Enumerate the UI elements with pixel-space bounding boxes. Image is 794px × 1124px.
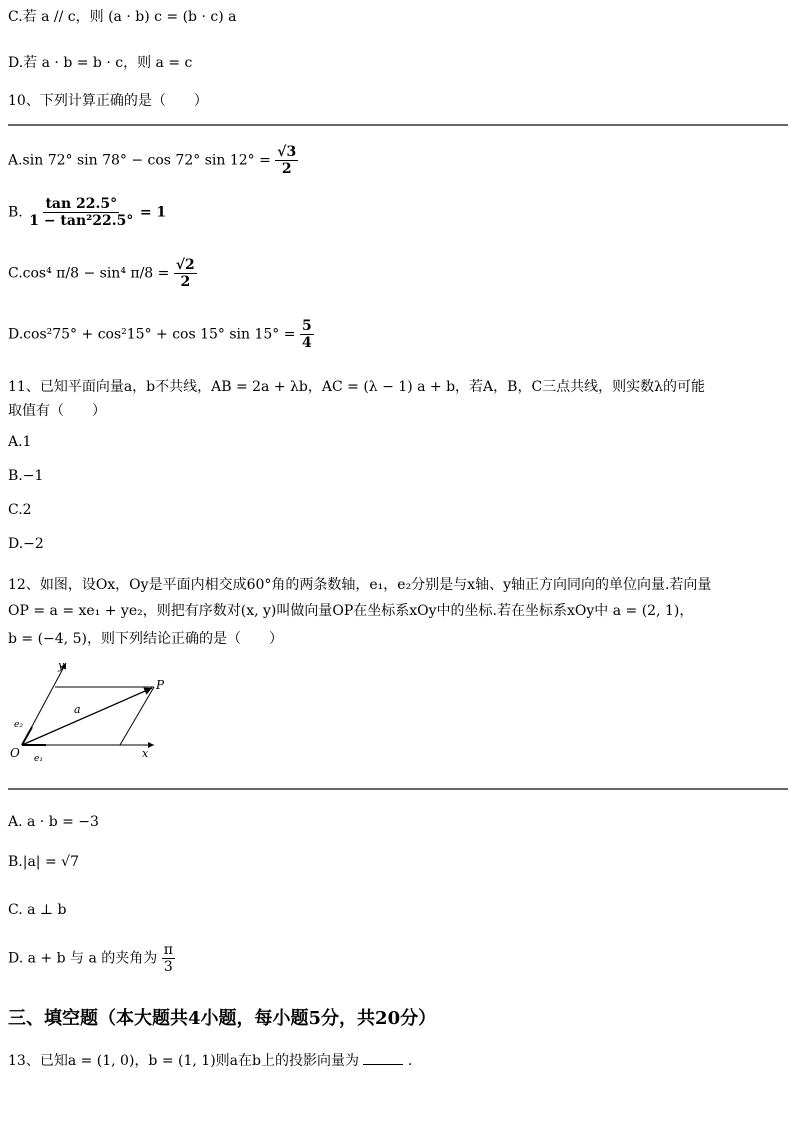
answer-blank[interactable] [363,1064,403,1065]
q10-option-d [8,318,314,351]
q12-figure [8,655,168,765]
vector-op [22,688,152,745]
label-x: x [142,747,149,760]
q9-option-c: C.若 a // c，则 (a · b) c = (b · c) a [8,9,237,25]
label-y: y [58,659,65,672]
q12-option-c: C. a ⊥ b [8,902,67,918]
q12-option-d [8,942,175,975]
frac-den: 2 [180,274,191,290]
q12-stem-line3: b = (−4, 5)，则下列结论正确的是（ ） [8,631,283,647]
q13-stem-text: 13、已知a = (1, 0)，b = (1, 1)则a在b上的投影向量为 [8,1053,359,1069]
q12-option-b: B.|a| = √7 [8,854,79,870]
q12-option-a: A. a · b = −3 [8,814,99,830]
divider [8,788,788,790]
q13-end: . [407,1053,413,1069]
section-heading: 三、填空题（本大题共4小题，每小题5分，共20分） [8,1008,437,1029]
q12-option-d-text: D. a + b 与 a 的夹角为 [8,950,158,967]
label-a: a [74,703,81,716]
frac-den: 1 − tan²22.5° [29,213,134,229]
q10-stem: 10、下列计算正确的是（ ） [8,93,208,109]
frac-num: √3 [277,144,297,160]
label-e2: e₂ [14,720,23,730]
q10-option-a [8,144,298,177]
q10-option-b-prefix: B. [8,204,23,221]
label-p: P [156,678,165,692]
q10-option-b-suffix: = 1 [139,204,167,221]
q10-option-c-frac [174,257,197,290]
frac-den: 4 [301,335,312,351]
para-right [120,687,154,745]
q10-option-a-text: A.sin 72° sin 78° − cos 72° sin 12° = [8,152,276,169]
q10-option-b [8,196,166,229]
q10-option-c-text: C.cos⁴ π/8 − sin⁴ π/8 = [8,265,174,282]
q10-option-d-text: D.cos²75° + cos²15° + cos 15° sin 15° = [8,326,300,343]
q10-option-c [8,257,197,290]
q13-stem [8,1050,412,1070]
q12-stem-line1: 12、如图，设Ox，Oy是平面内相交成60°角的两条数轴，e₁，e₂分别是与x轴、y轴正方向同向的单位向量.若向量 [8,577,712,593]
q10-option-b-frac [27,196,135,229]
frac-den: 3 [163,959,173,975]
frac-num: 5 [301,318,312,334]
q10-option-d-frac [300,318,314,351]
divider [8,124,788,126]
q11-option-a: A.1 [8,434,32,450]
q12-option-d-frac [162,942,175,975]
label-e1: e₁ [34,754,43,764]
label-o: O [10,746,20,760]
q11-option-d: D.−2 [8,536,44,552]
q10-option-a-frac [275,144,298,177]
frac-den: 2 [281,161,292,177]
frac-num: π [163,942,173,958]
q11-stem-line2: 取值有（ ） [8,403,106,419]
frac-num: √2 [175,257,195,273]
q11-option-b: B.−1 [8,468,44,484]
q9-option-d: D.若 a · b = b · c，则 a = c [8,55,193,71]
q11-option-c: C.2 [8,502,32,518]
frac-num: tan 22.5° [45,196,118,212]
q11-stem-line1: 11、已知平面向量a，b不共线，AB = 2a + λb，AC = (λ − 1) a + b，若A，B，C三点共线，则实数λ的可能 [8,379,706,395]
q12-stem-line2: OP = a = xe₁ + ye₂，则把有序数对(x, y)叫做向量OP在坐标系xOy中的坐标.若在坐标系xOy中 a = (2, 1)， [8,603,694,619]
